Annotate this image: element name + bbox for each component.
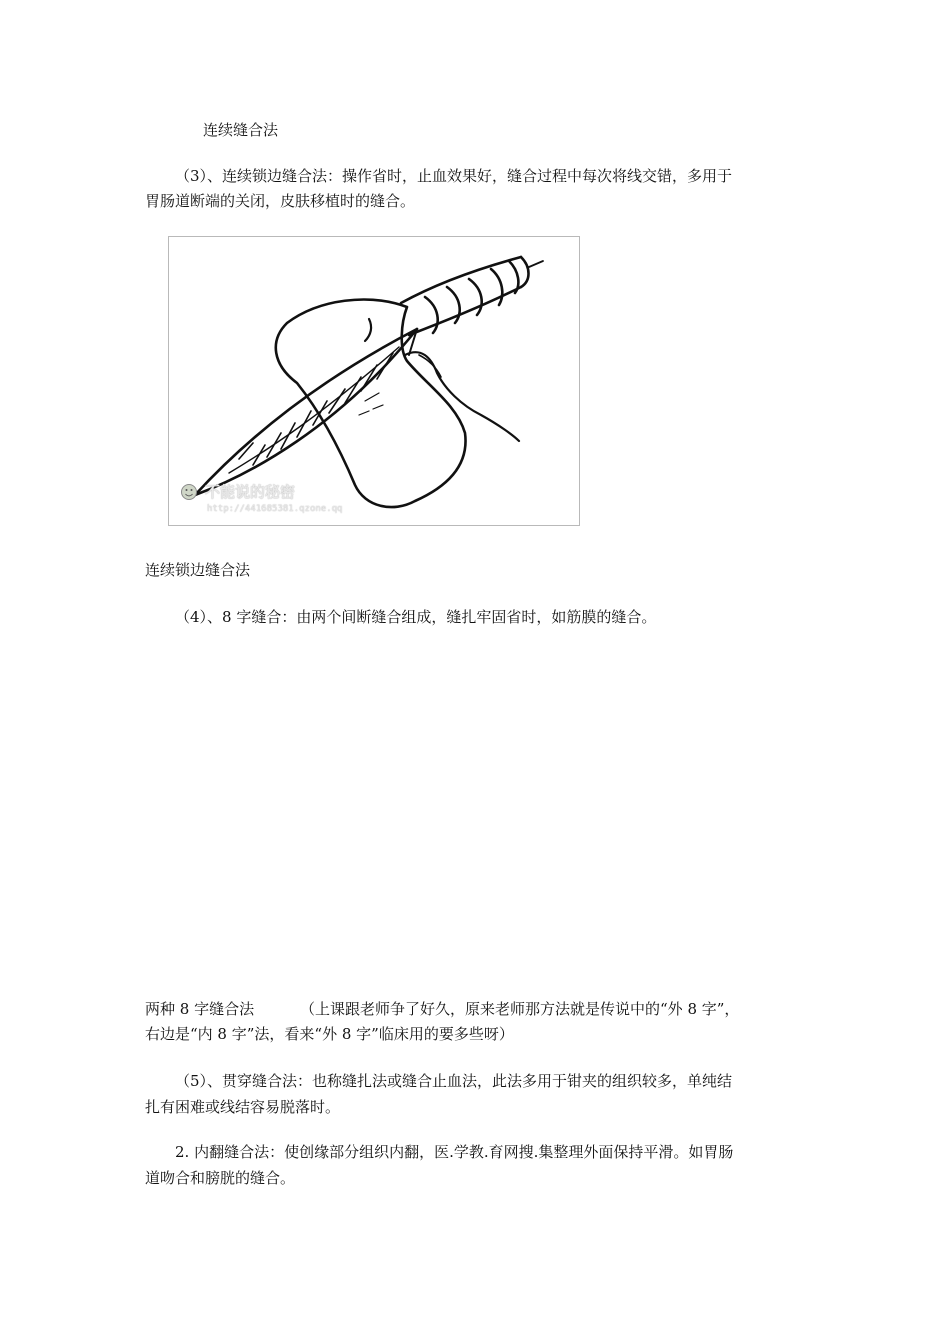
paragraph-3-line-1: （3）、连续锁边缝合法：操作省时，止血效果好，缝合过程中每次将线交错，多用于 bbox=[175, 167, 733, 185]
figure-8-note-line-1: （上课跟老师争了好久，原来老师那方法就是传说中的“外 8 字”， bbox=[300, 1000, 740, 1018]
paragraph-3-line-2: 胃肠道断端的关闭，皮肤移植时的缝合。 bbox=[145, 192, 416, 210]
caption-figure-8-suture: 两种 8 字缝合法 bbox=[145, 1000, 255, 1018]
caption-locked-suture: 连续锁边缝合法 bbox=[145, 561, 251, 579]
paragraph-6-line-1: 2. 内翻缝合法：使创缘部分组织内翻，医.学教.育网搜.集整理外面保持平滑。如胃肠 bbox=[175, 1143, 734, 1161]
tube-end bbox=[521, 257, 529, 287]
tube-bottom-edge bbox=[409, 287, 521, 335]
thread-tail bbox=[529, 261, 543, 267]
pouch-fold bbox=[365, 319, 371, 341]
tube-stitch-5 bbox=[509, 261, 518, 293]
sketch-marks bbox=[359, 393, 383, 415]
inner-suture-line bbox=[229, 347, 399, 473]
caption-continuous-suture: 连续缝合法 bbox=[203, 121, 279, 139]
paragraph-5-line-2: 扎有困难或线结容易脱落时。 bbox=[145, 1098, 341, 1116]
figure-8-note-line-2: 右边是“内 8 字”法，看来“外 8 字”临床用的要多些呀） bbox=[145, 1025, 514, 1043]
watermark-url: http://441685381.qzone.qq bbox=[207, 504, 343, 514]
incision-lower-edge bbox=[195, 329, 417, 495]
paragraph-6-line-2: 道吻合和膀胱的缝合。 bbox=[145, 1169, 296, 1187]
smiley-face-icon bbox=[182, 485, 197, 500]
paragraph-4: （4）、8 字缝合：由两个间断缝合组成，缝扎牢固省时，如筋膜的缝合。 bbox=[175, 608, 657, 626]
locked-suture-illustration bbox=[168, 236, 580, 526]
incision-upper-edge bbox=[195, 329, 417, 495]
watermark-title: 不能说的秘密 bbox=[205, 483, 296, 501]
paragraph-5-line-1: （5）、贯穿缝合法：也称缝扎法或缝合止血法，此法多用于钳夹的组织较多，单纯结 bbox=[175, 1072, 733, 1090]
